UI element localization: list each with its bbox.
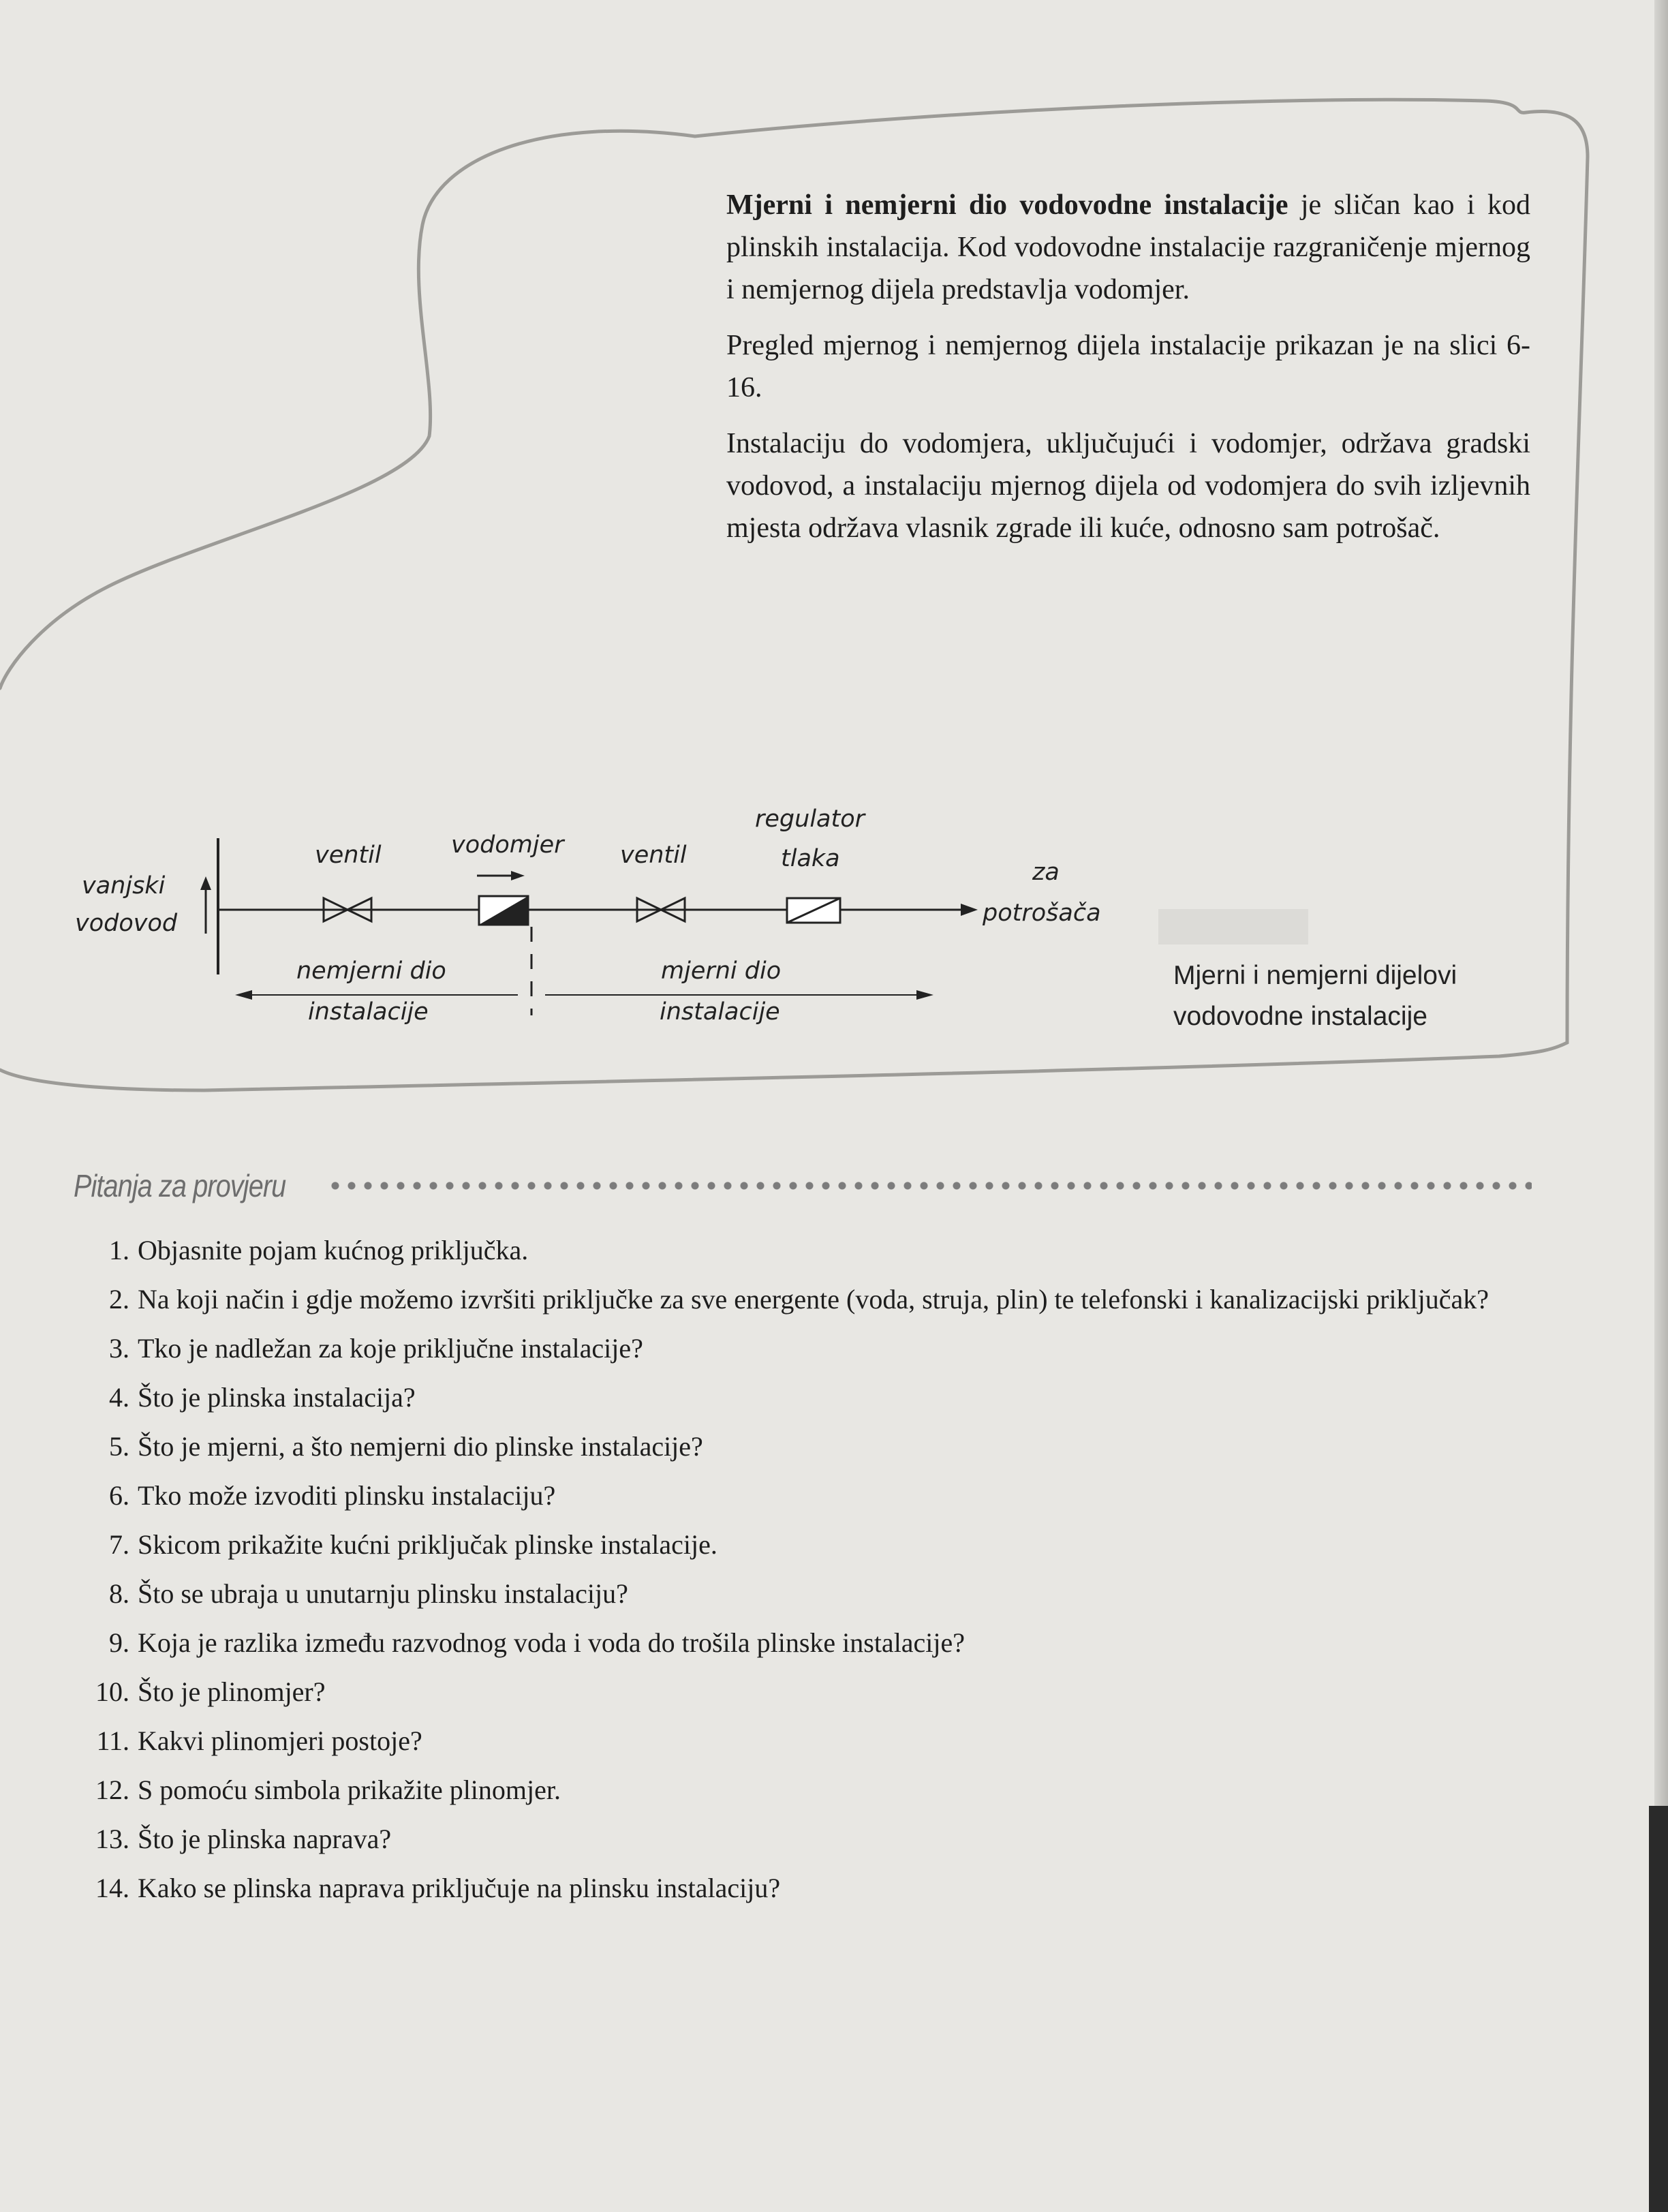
list-item — [82, 1424, 1533, 1469]
intro-paragraph-3: Instalaciju do vodomjera, uključujući i vodomjer, održava gradski vodovod, a instalaciju mjernog dijela od vodomjera do svih izljevnih mjesta održava vlasnik zgrade ili kuće, odnosno sam potrošač. — [726, 428, 1530, 544]
question-text: Što je mjerni, a što nemjerni dio plinske instalacije? — [138, 1431, 703, 1462]
caption-line-2: vodovodne instalacije — [1173, 1002, 1427, 1031]
question-number: 12. — [95, 1775, 129, 1805]
intro-paragraph-1 — [726, 184, 1530, 311]
intro-text — [726, 184, 1530, 563]
question-text: Objasnite pojam kućnog priključka. — [138, 1235, 529, 1265]
intro-paragraph-1-rest: je sličan kao i kod plinskih instalacija. Kod vodovodne instalacije razgraničenje mjernog i nemjernog dijela predstavlja vodomjer. — [726, 189, 1530, 305]
question-text: Skicom prikažite kućni priključak plinske instalacije. — [138, 1529, 717, 1560]
list-item — [82, 1817, 1533, 1862]
water-meter-symbol — [477, 871, 528, 925]
page-edge — [1649, 1806, 1668, 2212]
list-item — [82, 1228, 1533, 1273]
label-unmetered-1: nemjerni dio — [296, 957, 446, 985]
question-text: Što je plinska naprava? — [138, 1824, 392, 1854]
label-regulator-1: regulator — [755, 805, 865, 833]
question-number: 5. — [109, 1431, 129, 1462]
questions-list — [82, 1228, 1533, 1915]
intro-bold-term: Mjerni i nemjerni dio vodovodne instalacije — [726, 189, 1288, 221]
question-number: 3. — [109, 1333, 129, 1364]
question-text: Na koji način i gdje možemo izvršiti priključke za sve energente (voda, struja, plin) te telefonski i kanalizacijski priključak? — [138, 1284, 1489, 1315]
question-number: 11. — [96, 1725, 129, 1756]
list-item — [82, 1522, 1533, 1567]
label-source-2: vodovod — [75, 910, 178, 937]
list-item — [82, 1277, 1533, 1322]
question-number: 6. — [109, 1480, 129, 1511]
question-number: 2. — [109, 1284, 129, 1315]
section-title: Pitanja za provjeru — [74, 1168, 286, 1203]
intro-paragraph-2: Pregled mjernog i nemjernog dijela instalacije prikazan je na slici 6-16. — [726, 330, 1530, 403]
question-text: Što se ubraja u unutarnju plinsku instalaciju? — [138, 1578, 628, 1609]
list-item — [82, 1866, 1533, 1911]
label-dest-1: za — [1032, 859, 1060, 886]
question-text: Kakvi plinomjeri postoje? — [138, 1725, 422, 1756]
question-number: 10. — [95, 1676, 129, 1707]
question-number: 9. — [109, 1627, 129, 1658]
question-text: Tko je nadležan za koje priključne instalacije? — [138, 1333, 643, 1364]
list-item — [82, 1571, 1533, 1616]
question-number: 1. — [109, 1235, 129, 1265]
label-valve-2: ventil — [620, 842, 687, 869]
list-item — [82, 1670, 1533, 1715]
label-dest-2: potrošača — [983, 900, 1101, 927]
list-item — [82, 1768, 1533, 1813]
list-item — [82, 1620, 1533, 1665]
list-item — [82, 1375, 1533, 1420]
question-text: Što je plinska instalacija? — [138, 1382, 416, 1413]
question-text: Tko može izvoditi plinsku instalaciju? — [138, 1480, 556, 1511]
question-number: 14. — [95, 1873, 129, 1903]
question-number: 4. — [109, 1382, 129, 1413]
question-number: 8. — [109, 1578, 129, 1609]
pressure-regulator-symbol — [787, 898, 840, 923]
section-header — [74, 1165, 1532, 1206]
question-text: Kako se plinska naprava priključuje na plinsku instalaciju? — [138, 1873, 781, 1903]
caption-tag — [1158, 909, 1308, 944]
label-unmetered-2: instalacije — [308, 998, 429, 1026]
label-regulator-2: tlaka — [781, 845, 840, 872]
label-meter: vodomjer — [451, 831, 564, 859]
list-item — [82, 1326, 1533, 1371]
caption-line-1: Mjerni i nemjerni dijelovi — [1173, 961, 1457, 990]
figure-caption — [1173, 955, 1582, 1037]
question-number: 7. — [109, 1529, 129, 1560]
label-valve-1: ventil — [315, 842, 382, 869]
label-metered-2: instalacije — [660, 998, 780, 1026]
question-text: Koja je razlika između razvodnog voda i voda do trošila plinske instalacije? — [138, 1627, 966, 1658]
list-item — [82, 1719, 1533, 1764]
list-item — [82, 1473, 1533, 1518]
question-text: S pomoću simbola prikažite plinomjer. — [138, 1775, 561, 1805]
question-number: 13. — [95, 1824, 129, 1854]
dotted-rule — [327, 1181, 1532, 1191]
label-source-1: vanjski — [82, 872, 166, 900]
question-text: Što je plinomjer? — [138, 1676, 326, 1707]
label-metered-1: mjerni dio — [661, 957, 782, 985]
